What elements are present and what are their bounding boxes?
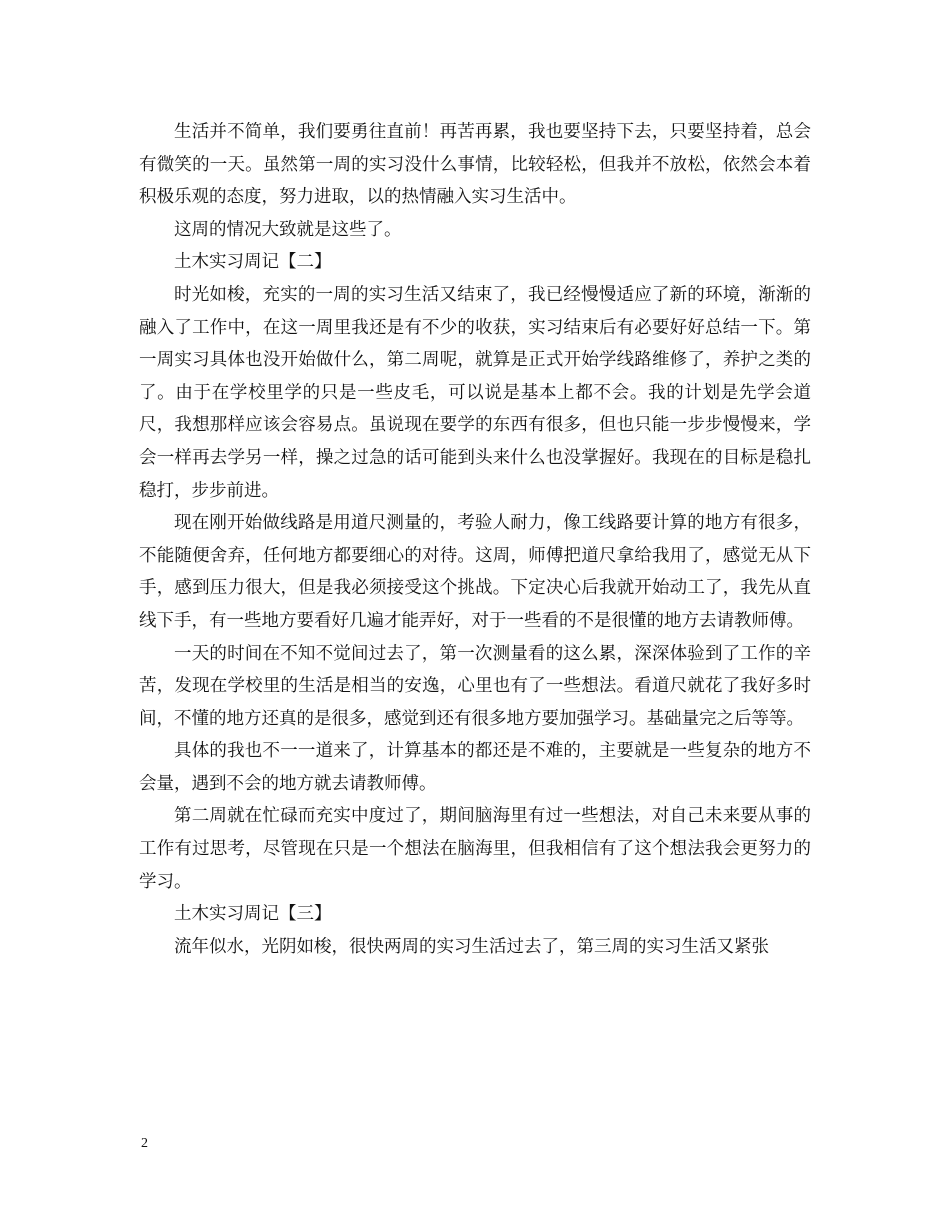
- paragraph: 现在刚开始做线路是用道尺测量的，考验人耐力，像工线路要计算的地方有很多，不能随便舍弃，任何地方都要细心的对待。这周，师傅把道尺拿给我用了，感觉无从下手，感到压力很大，但是我必须接受这个挑战。下定决心后我就开始动工了，我先从直线下手，有一些地方要看好几遍才能弄好，对于一些看的不是很懂的地方去请教师傅。: [139, 513, 811, 631]
- section-heading: 土木实习周记【三】: [174, 904, 332, 925]
- paragraph: 具体的我也不一一道来了，计算基本的都还是不难的，主要就是一些复杂的地方不会量，遇到不会的地方就去请教师傅。: [139, 741, 811, 794]
- document-body: [139, 116, 811, 963]
- page-number: 2: [141, 1136, 148, 1151]
- paragraph: 流年似水，光阴如梭，很快两周的实习生活过去了，第三周的实习生活又紧张: [174, 936, 769, 957]
- paragraph: 生活并不简单，我们要勇往直前！再苦再累，我也要坚持下去，只要坚持着，总会有微笑的一天。虽然第一周的实习没什么事情，比较轻松，但我并不放松，依然会本着积极乐观的态度，努力进取，以的热情融入实习生活中。: [139, 122, 811, 208]
- section-heading: 土木实习周记【二】: [174, 252, 332, 273]
- paragraph: 时光如梭，充实的一周的实习生活又结束了，我已经慢慢适应了新的环境，渐渐的融入了工作中，在这一周里我还是有不少的收获，实习结束后有必要好好总结一下。第一周实习具体也没开始做什么，第二周呢，就算是正式开始学线路维修了，养护之类的了。由于在学校里学的只是一些皮毛，可以说是基本上都不会。我的计划是先学会道尺，我想那样应该会容易点。虽说现在要学的东西有很多，但也只能一步步慢慢来，学会一样再去学另一样，操之过急的话可能到头来什么也没掌握好。我现在的目标是稳扎稳打，步步前进。: [139, 284, 811, 501]
- paragraph: 一天的时间在不知不觉间过去了，第一次测量看的这么累，深深体验到了工作的辛苦，发现在学校里的生活是相当的安逸，心里也有了一些想法。看道尺就花了我好多时间，不懂的地方还真的是很多，感觉到还有很多地方要加强学习。基础量完之后等等。: [139, 643, 811, 729]
- paragraph: 这周的情况大致就是这些了。: [174, 219, 402, 240]
- paragraph: 第二周就在忙碌而充实中度过了，期间脑海里有过一些想法，对自己未来要从事的工作有过思考，尽管现在只是一个想法在脑海里，但我相信有了这个想法我会更努力的学习。: [139, 806, 811, 892]
